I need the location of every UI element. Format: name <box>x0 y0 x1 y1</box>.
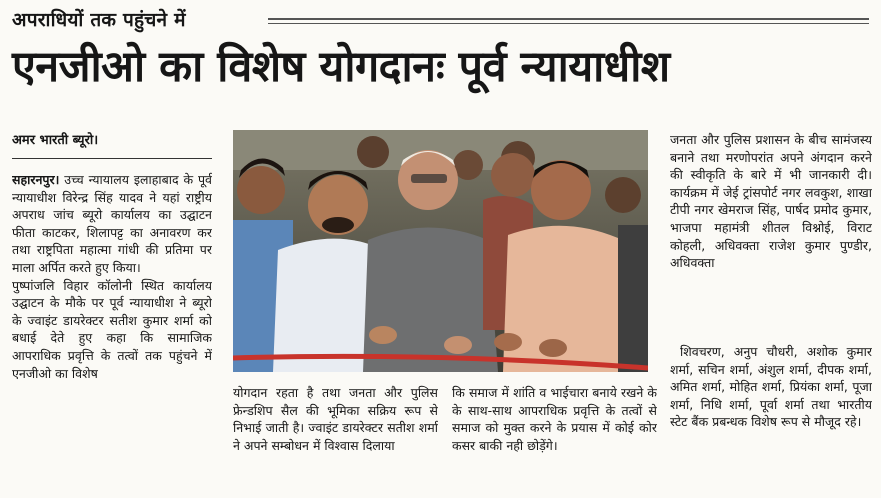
article-column-4-top <box>670 131 872 341</box>
dateline: सहारनपुर। <box>12 172 60 187</box>
column-4-top-text: जनता और पुलिस प्रशासन के बीच सामंजस्य बनाने तथा मरणोपरांत अपने अंगदान करने की स्वीकृति के बारे में भी जानकारी दी। कार्यक्रम में जेई ट्रांसपोर्ट नगर लवकुश, शाखा टीपी नगर खेमराज सिंह, पार्षद प्रमोद कुमार, भाजपा महामंत्री शीतल विश्नोई, विराट कोहली, अधिवक्ता राजेश कुमार पुण्डीर, अधिवक्ता <box>670 132 872 271</box>
byline-rule <box>12 158 212 159</box>
column-3-text: कि समाज में शांति व भाईचारा बनाये रखने के के साथ-साथ आपराधिक प्रवृत्ति के तत्वों से समाज को मुक्त करने के प्रयास में कोई कोर कसर बाकी नही छोड़ेंगे। <box>452 385 657 453</box>
paragraph-2: पुष्पांजलि विहार कॉलोनी स्थित कार्यालय उद्घाटन के मौके पर पूर्व न्यायाधीश ने ब्यूरो के ज्वाइंट डायरेक्टर सतीश कुमार शर्मा को बधाई देते हुए कहा कि सामाजिक आपराधिक प्रवृत्ति के तत्वों तक पहुंचने में एनजीओ का विशेष <box>12 277 212 381</box>
lead-paragraph <box>12 171 212 277</box>
article-column-2 <box>233 384 438 494</box>
headline: एनजीओ का विशेष योगदानः पूर्व न्यायाधीश <box>12 42 670 92</box>
kicker-rule <box>268 18 869 24</box>
lead-text: उच्च न्यायालय इलाहाबाद के पूर्व न्यायाधीश विरेन्द्र सिंह यादव ने यहां राष्ट्रीय अपराध जांच ब्यूरो कार्यालय का उद्घाटन फीता काटकर, शिलापट्ट का अनावरण कर तथा राष्ट्रपिता महात्मा गांधी की प्रतिमा पर माला अर्पित करते हुए किया। <box>12 172 212 275</box>
column-4-bottom-text: शिवचरण, अनुप चौधरी, अशोक कुमार शर्मा, सचिन शर्मा, अंशुल शर्मा, दीपक शर्मा, अमित शर्मा, मोहित शर्मा, प्रियंका शर्मा, पूजा शर्मा, निधि शर्मा, पूर्वा शर्मा तथा भारतीय स्टेट बैंक प्रबन्धक विशेष रूप से मौजूद रहे। <box>670 344 872 430</box>
event-photo <box>233 130 648 372</box>
article-column-4-bottom <box>670 343 872 493</box>
article-column-1 <box>12 171 212 493</box>
ribbon-cutting-photo <box>233 130 648 372</box>
byline: अमर भारती ब्यूरो। <box>12 133 99 148</box>
column-2-text: योगदान रहता है तथा जनता और पुलिस फ्रेन्डशिप सैल की भूमिका सक्रिय रूप से निभाई जाती है। ज्वाइंट डायरेक्टर सतीश शर्मा ने अपने सम्बोधन में विश्वास दिलाया <box>233 385 438 453</box>
kicker-heading: अपराधियों तक पहुंचने में <box>12 9 186 31</box>
article-column-3 <box>452 384 657 494</box>
